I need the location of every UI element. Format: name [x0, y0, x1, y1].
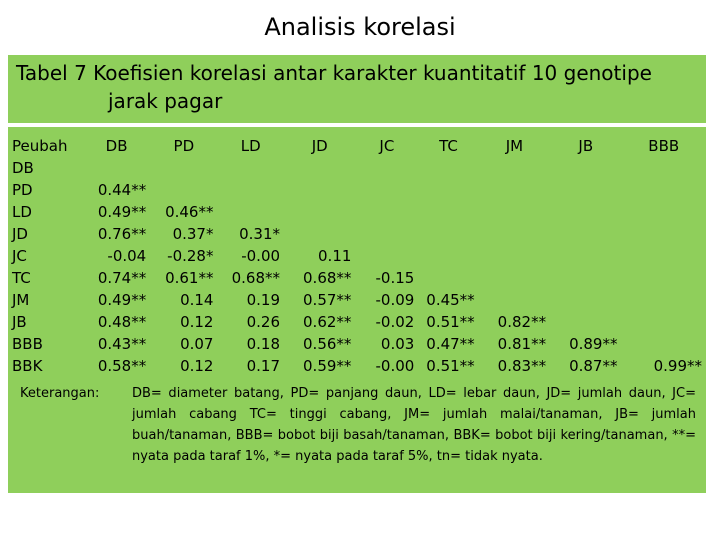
column-header: DB — [105, 137, 128, 155]
table-row — [8, 333, 706, 355]
table-cell: 0.48** — [97, 313, 147, 331]
table-cell: 0.47** — [426, 335, 475, 353]
table-cell: -0.28* — [167, 247, 214, 265]
table-cell — [355, 201, 418, 223]
row-label: DB — [12, 159, 34, 177]
table-cell: 0.07 — [180, 335, 214, 353]
column-header: JB — [578, 137, 594, 155]
table-row — [8, 355, 706, 377]
table-cell — [284, 179, 355, 201]
table-row — [8, 245, 706, 267]
table-cell — [479, 245, 550, 267]
table-cell — [83, 157, 150, 179]
table-cell: 0.14 — [180, 291, 214, 309]
row-label: PD — [12, 181, 33, 199]
table-cell: 0.87** — [569, 357, 618, 375]
table-caption — [16, 59, 696, 115]
table-cell — [284, 157, 355, 179]
table-cell: -0.00 — [375, 357, 415, 375]
table-cell: 0.49** — [97, 291, 147, 309]
notes-box — [8, 381, 706, 493]
table-cell: 0.12 — [180, 357, 214, 375]
table-cell: 0.03 — [380, 335, 415, 353]
table-cell: 0.81** — [497, 335, 547, 353]
column-header: JM — [505, 137, 524, 155]
table-row — [8, 311, 706, 333]
table-cell — [418, 267, 478, 289]
table-cell: 0.68** — [231, 269, 281, 287]
notes-text: DB= diameter batang, PD= panjang daun, LD= lebar daun, JD= jumlah daun, JC= jumlah cabang TC= tinggi cabang, JM= jumlah malai/tanaman, JB= jumlah buah/tanaman, BBB= bobot biji basah/tanaman, BBK= bobot biji kering/tanaman, **= nyata pada taraf 1%, *= nyata pada taraf 5%, tn= tidak nyata. — [132, 386, 696, 464]
table-cell — [550, 223, 621, 245]
table-cell — [418, 223, 478, 245]
table-cell: 0.49** — [97, 203, 147, 221]
table-cell — [355, 179, 418, 201]
table-cell: 0.45** — [426, 291, 475, 309]
table-cell — [621, 201, 706, 223]
table-cell — [150, 179, 217, 201]
column-header: JD — [311, 137, 328, 155]
row-label: BBB — [12, 335, 43, 353]
row-label: JB — [12, 313, 27, 331]
table-cell: 0.56** — [303, 335, 352, 353]
table-cell — [418, 201, 478, 223]
table-cell: -0.00 — [241, 247, 281, 265]
caption-line-1: Tabel 7 Koefisien korelasi antar karakter kuantitatif 10 genotipe — [16, 61, 652, 85]
table-cell: -0.02 — [375, 313, 415, 331]
table-cell — [550, 201, 621, 223]
table-cell: 0.83** — [497, 357, 547, 375]
row-label: JM — [12, 291, 30, 309]
column-header: PD — [173, 137, 195, 155]
table-cell: 0.62** — [303, 313, 352, 331]
table-cell — [479, 267, 550, 289]
table-row — [8, 223, 706, 245]
table-cell: 0.76** — [97, 225, 147, 243]
table-cell: 0.58** — [97, 357, 147, 375]
table-cell — [479, 179, 550, 201]
row-label: LD — [12, 203, 32, 221]
table-cell — [284, 201, 355, 223]
table-cell — [418, 179, 478, 201]
page-title: Analisis korelasi — [264, 13, 456, 41]
table-cell: 0.51** — [426, 357, 475, 375]
table-cell — [284, 223, 355, 245]
table-cell: 0.82** — [497, 313, 547, 331]
table-cell — [479, 289, 550, 311]
table-cell — [621, 267, 706, 289]
table-cell: 0.12 — [180, 313, 214, 331]
table-cell: 0.46** — [165, 203, 214, 221]
table-cell: 0.68** — [303, 269, 352, 287]
table-row — [8, 157, 706, 179]
table-cell — [217, 157, 284, 179]
table-header-row — [8, 135, 706, 157]
table-cell — [621, 223, 706, 245]
column-header: Peubah — [12, 137, 68, 155]
table-cell — [550, 157, 621, 179]
table-cell — [479, 223, 550, 245]
table-row — [8, 179, 706, 201]
table-cell: -0.15 — [375, 269, 415, 287]
notes-label: Keterangan: — [20, 386, 100, 401]
table-cell: 0.11 — [318, 247, 352, 265]
row-label: JC — [12, 247, 27, 265]
correlation-table-area — [8, 127, 706, 381]
table-cell: 0.74** — [97, 269, 147, 287]
table-cell — [550, 179, 621, 201]
table-cell: 0.43** — [97, 335, 147, 353]
column-header: BBB — [648, 137, 680, 155]
row-label: JD — [12, 225, 28, 243]
table-cell: 0.37* — [172, 225, 214, 243]
table-cell: 0.19 — [246, 291, 281, 309]
table-caption-box — [8, 55, 706, 123]
table-cell — [550, 311, 621, 333]
table-cell: 0.44** — [97, 181, 147, 199]
column-header: JC — [379, 137, 395, 155]
correlation-table — [8, 135, 706, 377]
table-cell — [418, 245, 478, 267]
table-cell — [550, 267, 621, 289]
table-cell — [621, 289, 706, 311]
table-cell — [479, 201, 550, 223]
table-cell: 0.17 — [246, 357, 281, 375]
table-cell: 0.59** — [303, 357, 352, 375]
table-cell — [217, 201, 284, 223]
table-cell — [621, 179, 706, 201]
table-cell: 0.99** — [653, 357, 702, 375]
table-cell — [355, 223, 418, 245]
table-cell — [621, 333, 706, 355]
column-header: LD — [240, 137, 261, 155]
table-cell — [550, 289, 621, 311]
table-cell — [479, 157, 550, 179]
table-row — [8, 201, 706, 223]
table-cell: 0.61** — [165, 269, 214, 287]
table-cell: 0.26 — [246, 313, 281, 331]
table-cell — [217, 179, 284, 201]
table-cell — [621, 311, 706, 333]
table-cell: 0.57** — [303, 291, 352, 309]
table-cell — [150, 157, 217, 179]
table-cell: 0.31* — [239, 225, 281, 243]
table-cell: 0.18 — [246, 335, 281, 353]
row-label: BBK — [12, 357, 43, 375]
table-cell: 0.51** — [426, 313, 475, 331]
row-label: TC — [12, 269, 31, 287]
table-cell: 0.89** — [569, 335, 618, 353]
table-cell — [550, 245, 621, 267]
table-cell — [355, 245, 418, 267]
table-cell — [621, 157, 706, 179]
table-cell: -0.04 — [107, 247, 147, 265]
table-cell — [621, 245, 706, 267]
table-row — [8, 289, 706, 311]
table-row — [8, 267, 706, 289]
table-cell — [355, 157, 418, 179]
column-header: TC — [439, 137, 458, 155]
table-cell — [418, 157, 478, 179]
caption-line-2: jarak pagar — [108, 89, 223, 113]
table-cell: -0.09 — [375, 291, 415, 309]
